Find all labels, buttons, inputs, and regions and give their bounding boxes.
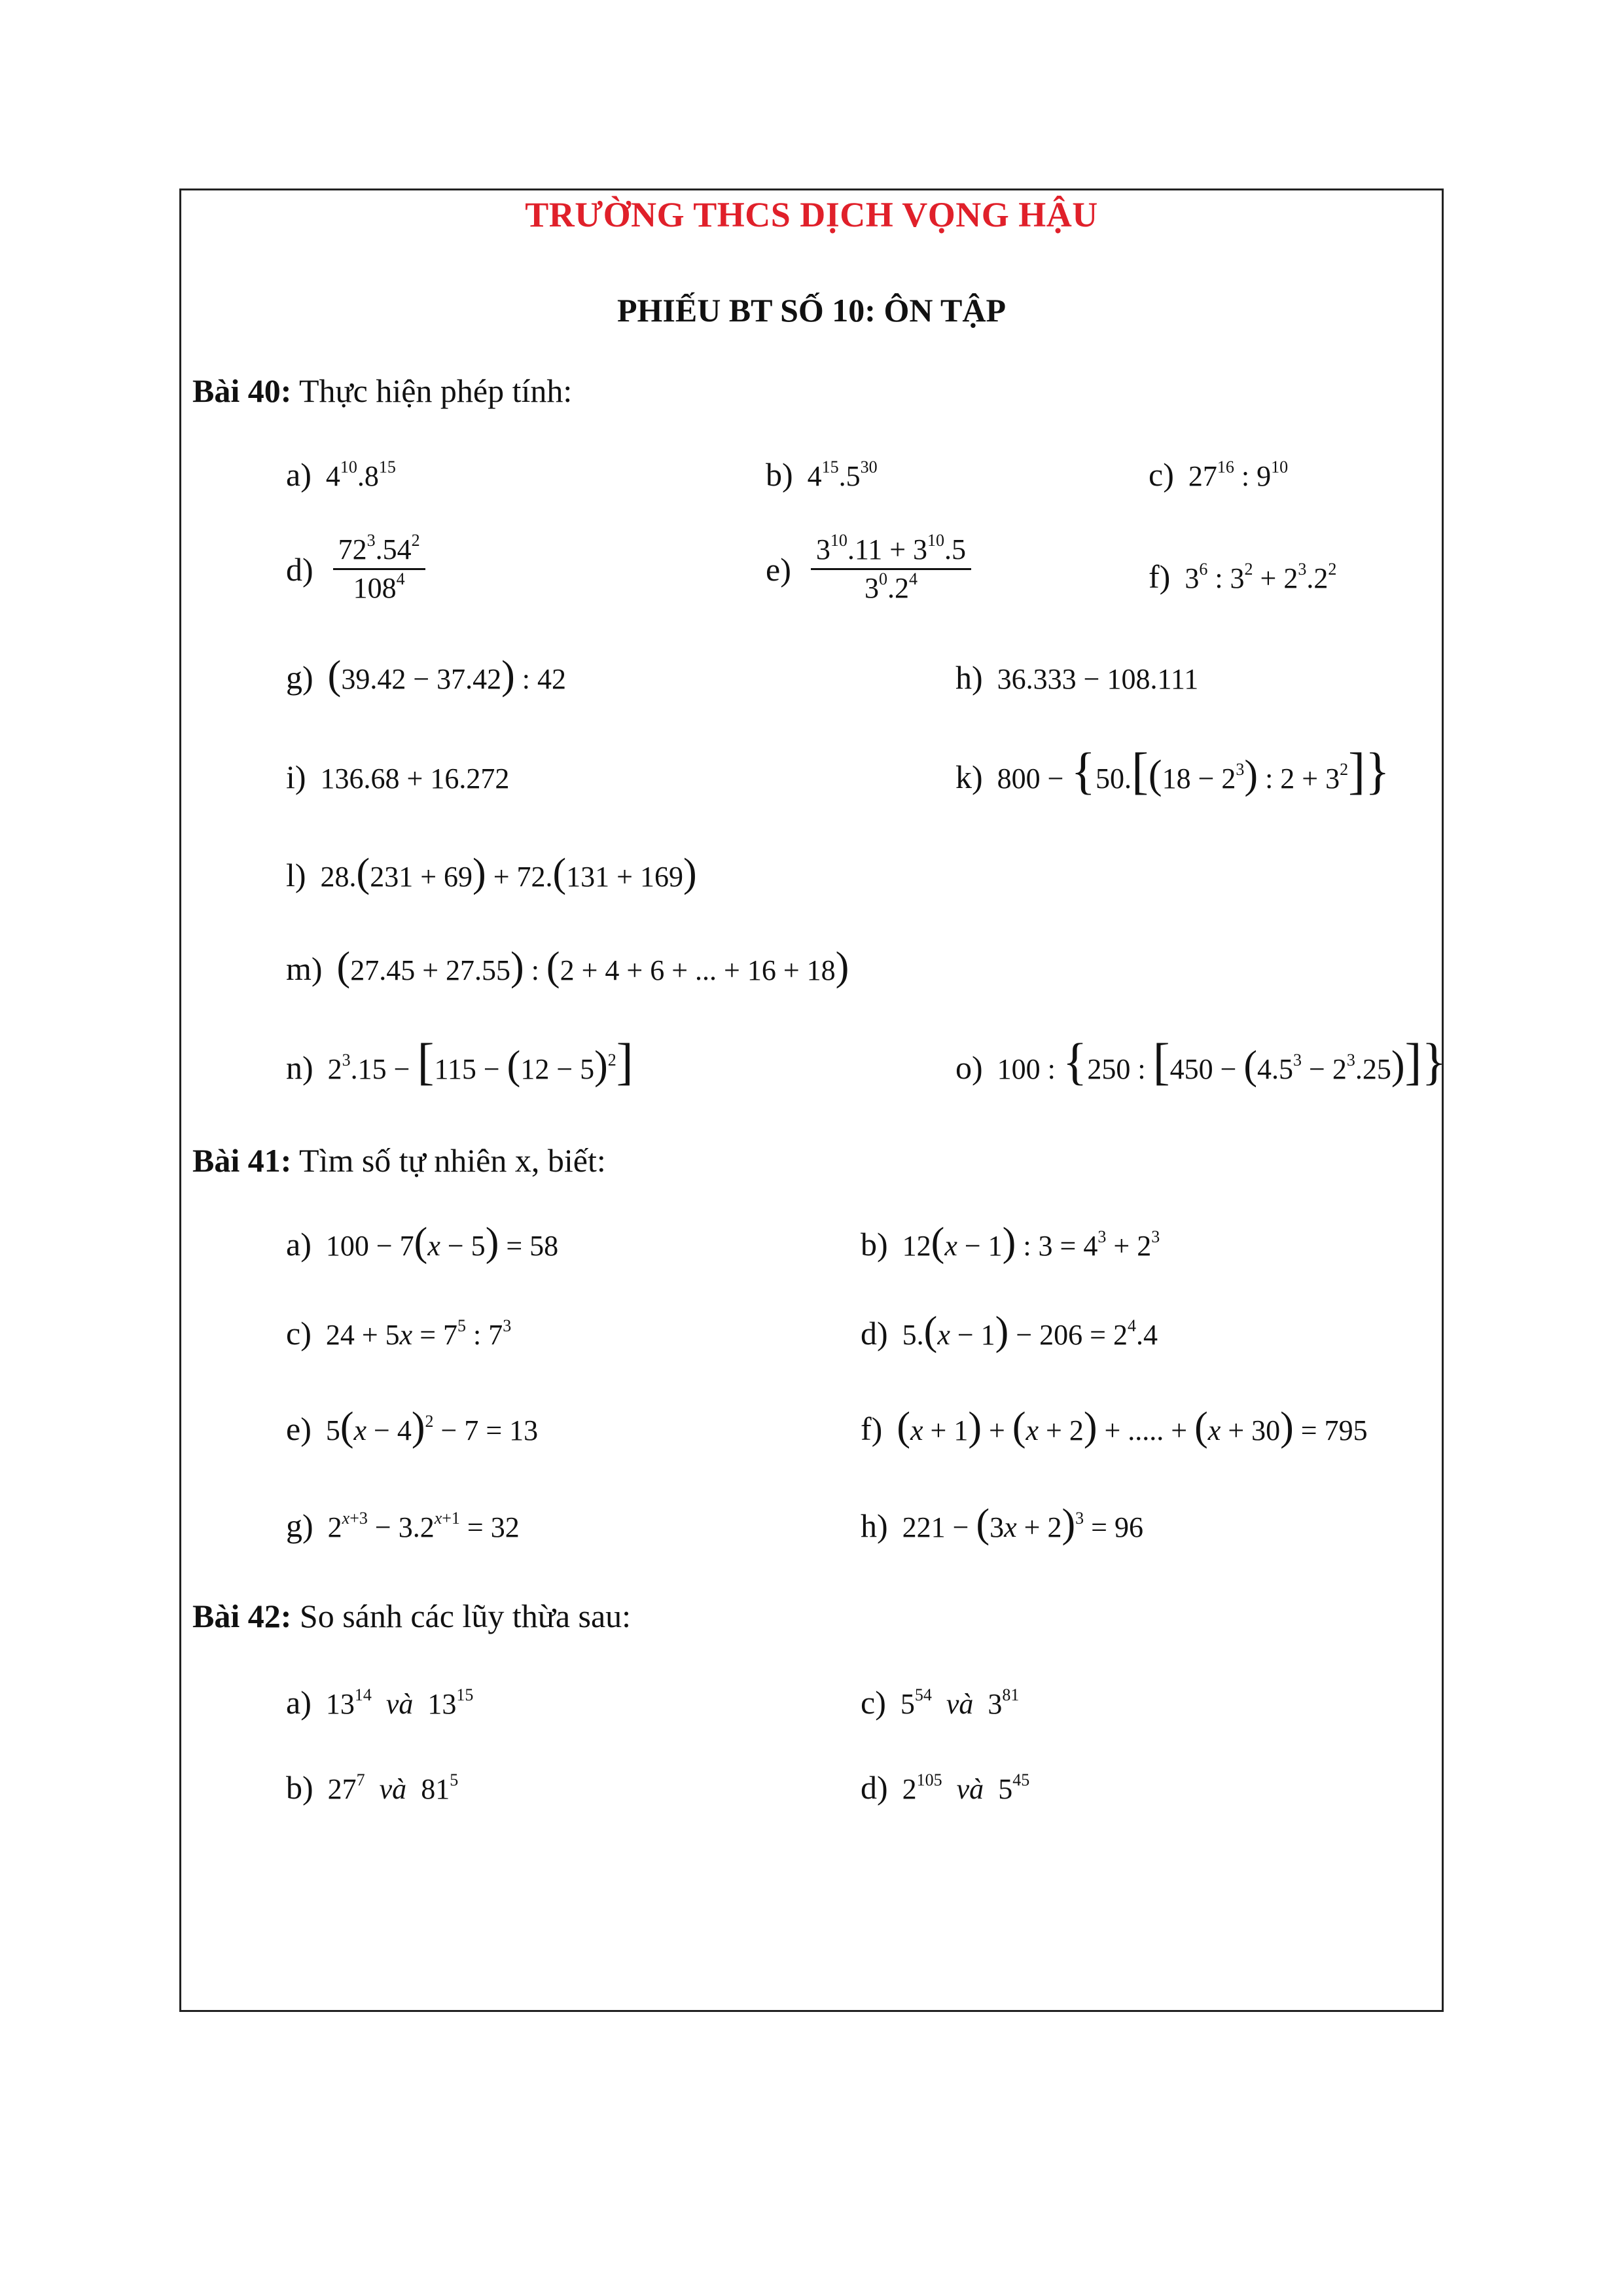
exercise-41-c: c) $24 + 5x = 7^5$ : $7^3$	[286, 1315, 512, 1352]
exercise-42-heading	[192, 1597, 631, 1635]
exercise-41-title: Tìm số tự nhiên x, biết:	[299, 1142, 606, 1179]
fraction: $\frac{72^3.54^2}{108^4}$	[333, 535, 425, 603]
exercise-40-g: g) (39.42 − 37.42) : 42	[286, 653, 567, 698]
fraction: $\frac{3^{10}.11 + 3^{10}.5}{3^0.2^4}$	[811, 535, 971, 603]
exercise-42-number: Bài 42:	[192, 1598, 292, 1634]
exercise-41-g: g) $2^{x+3} - 3.2^{x+1} = 32$	[286, 1507, 520, 1544]
exercise-42-title: So sánh các lũy thừa sau:	[299, 1598, 632, 1634]
worksheet-title: PHIẾU BT SỐ 10: ÔN TẬP	[616, 292, 1007, 329]
exercise-40-n: n) $2^3.15 - [115 - (12 - 5)^2]$	[286, 1033, 633, 1090]
exercise-40-heading	[192, 372, 572, 410]
exercise-40-h: h) 36.333 − 108.111	[955, 659, 1199, 696]
school-name: TRƯỜNG THCS DỊCH VỌNG HẬU	[525, 195, 1098, 234]
exercise-41-a: a) 100 − 7(x − 5) = 58	[286, 1220, 559, 1265]
exercise-41-d: d) $5.(x - 1) - 206 = 2^4.4$	[861, 1309, 1158, 1354]
exercise-40-m: m) (27.45 + 27.55) : (2 + 4 + 6 + ... + 16 + 18)	[286, 944, 849, 989]
exercise-40-number: Bài 40:	[192, 372, 292, 409]
exercise-40-title: Thực hiện phép tính:	[299, 372, 573, 409]
exercise-42-a: a) $13^{14}$ và $13^{15}$	[286, 1684, 474, 1721]
exercise-41-e: e) $5(x - 4)^2 - 7 = 13$	[286, 1405, 539, 1449]
exercise-41-h: h) $221 - (3x + 2)^3 = 96$	[861, 1501, 1143, 1546]
exercise-40-k: k) $800 - \{50.[(18 - 2^3)$ : $2 + 3^2$]}	[955, 742, 1390, 799]
exercise-40-a: a) $4^{10}.8^{15}$	[286, 456, 396, 493]
exercise-41-b: b) 12(x − 1) : $3 = 4^3 + 2^3$	[861, 1220, 1160, 1265]
exercise-42-d: d) $2^{105}$ và $5^{45}$	[861, 1769, 1030, 1806]
exercise-40-b: b) $4^{15}.5^{30}$	[766, 456, 878, 493]
exercise-40-d: d) $\frac{72^3.54^2}{108^4}$	[286, 535, 425, 603]
exercise-40-i: i) 136.68 + 16.272	[286, 759, 510, 795]
exercise-41-f: f) (x + 1) + (x + 2) + ..... + (x + 30) = 795	[861, 1405, 1368, 1449]
exercise-41-heading	[192, 1141, 606, 1179]
exercise-40-c: c) $27^{16}$ : $9^{10}$	[1149, 456, 1289, 493]
exercise-40-f: f) $3^6$ : $3^2 + 2^3.2^2$	[1149, 558, 1337, 595]
exercise-40-e: e) $\frac{3^{10}.11 + 3^{10}.5}{3^0.2^4}$	[766, 535, 971, 603]
exercise-41-number: Bài 41:	[192, 1142, 292, 1179]
exercise-40-l: l) 28.(231 + 69) + 72.(131 + 169)	[286, 851, 697, 895]
exercise-42-b: b) $27^7$ và $81^5$	[286, 1769, 459, 1806]
exercise-42-c: c) $5^{54}$ và $3^{81}$	[861, 1684, 1020, 1721]
exercise-40-o: o) 100 : {250 : $[450 - (4.5^3 - 2^3.25)]$}	[955, 1033, 1446, 1090]
